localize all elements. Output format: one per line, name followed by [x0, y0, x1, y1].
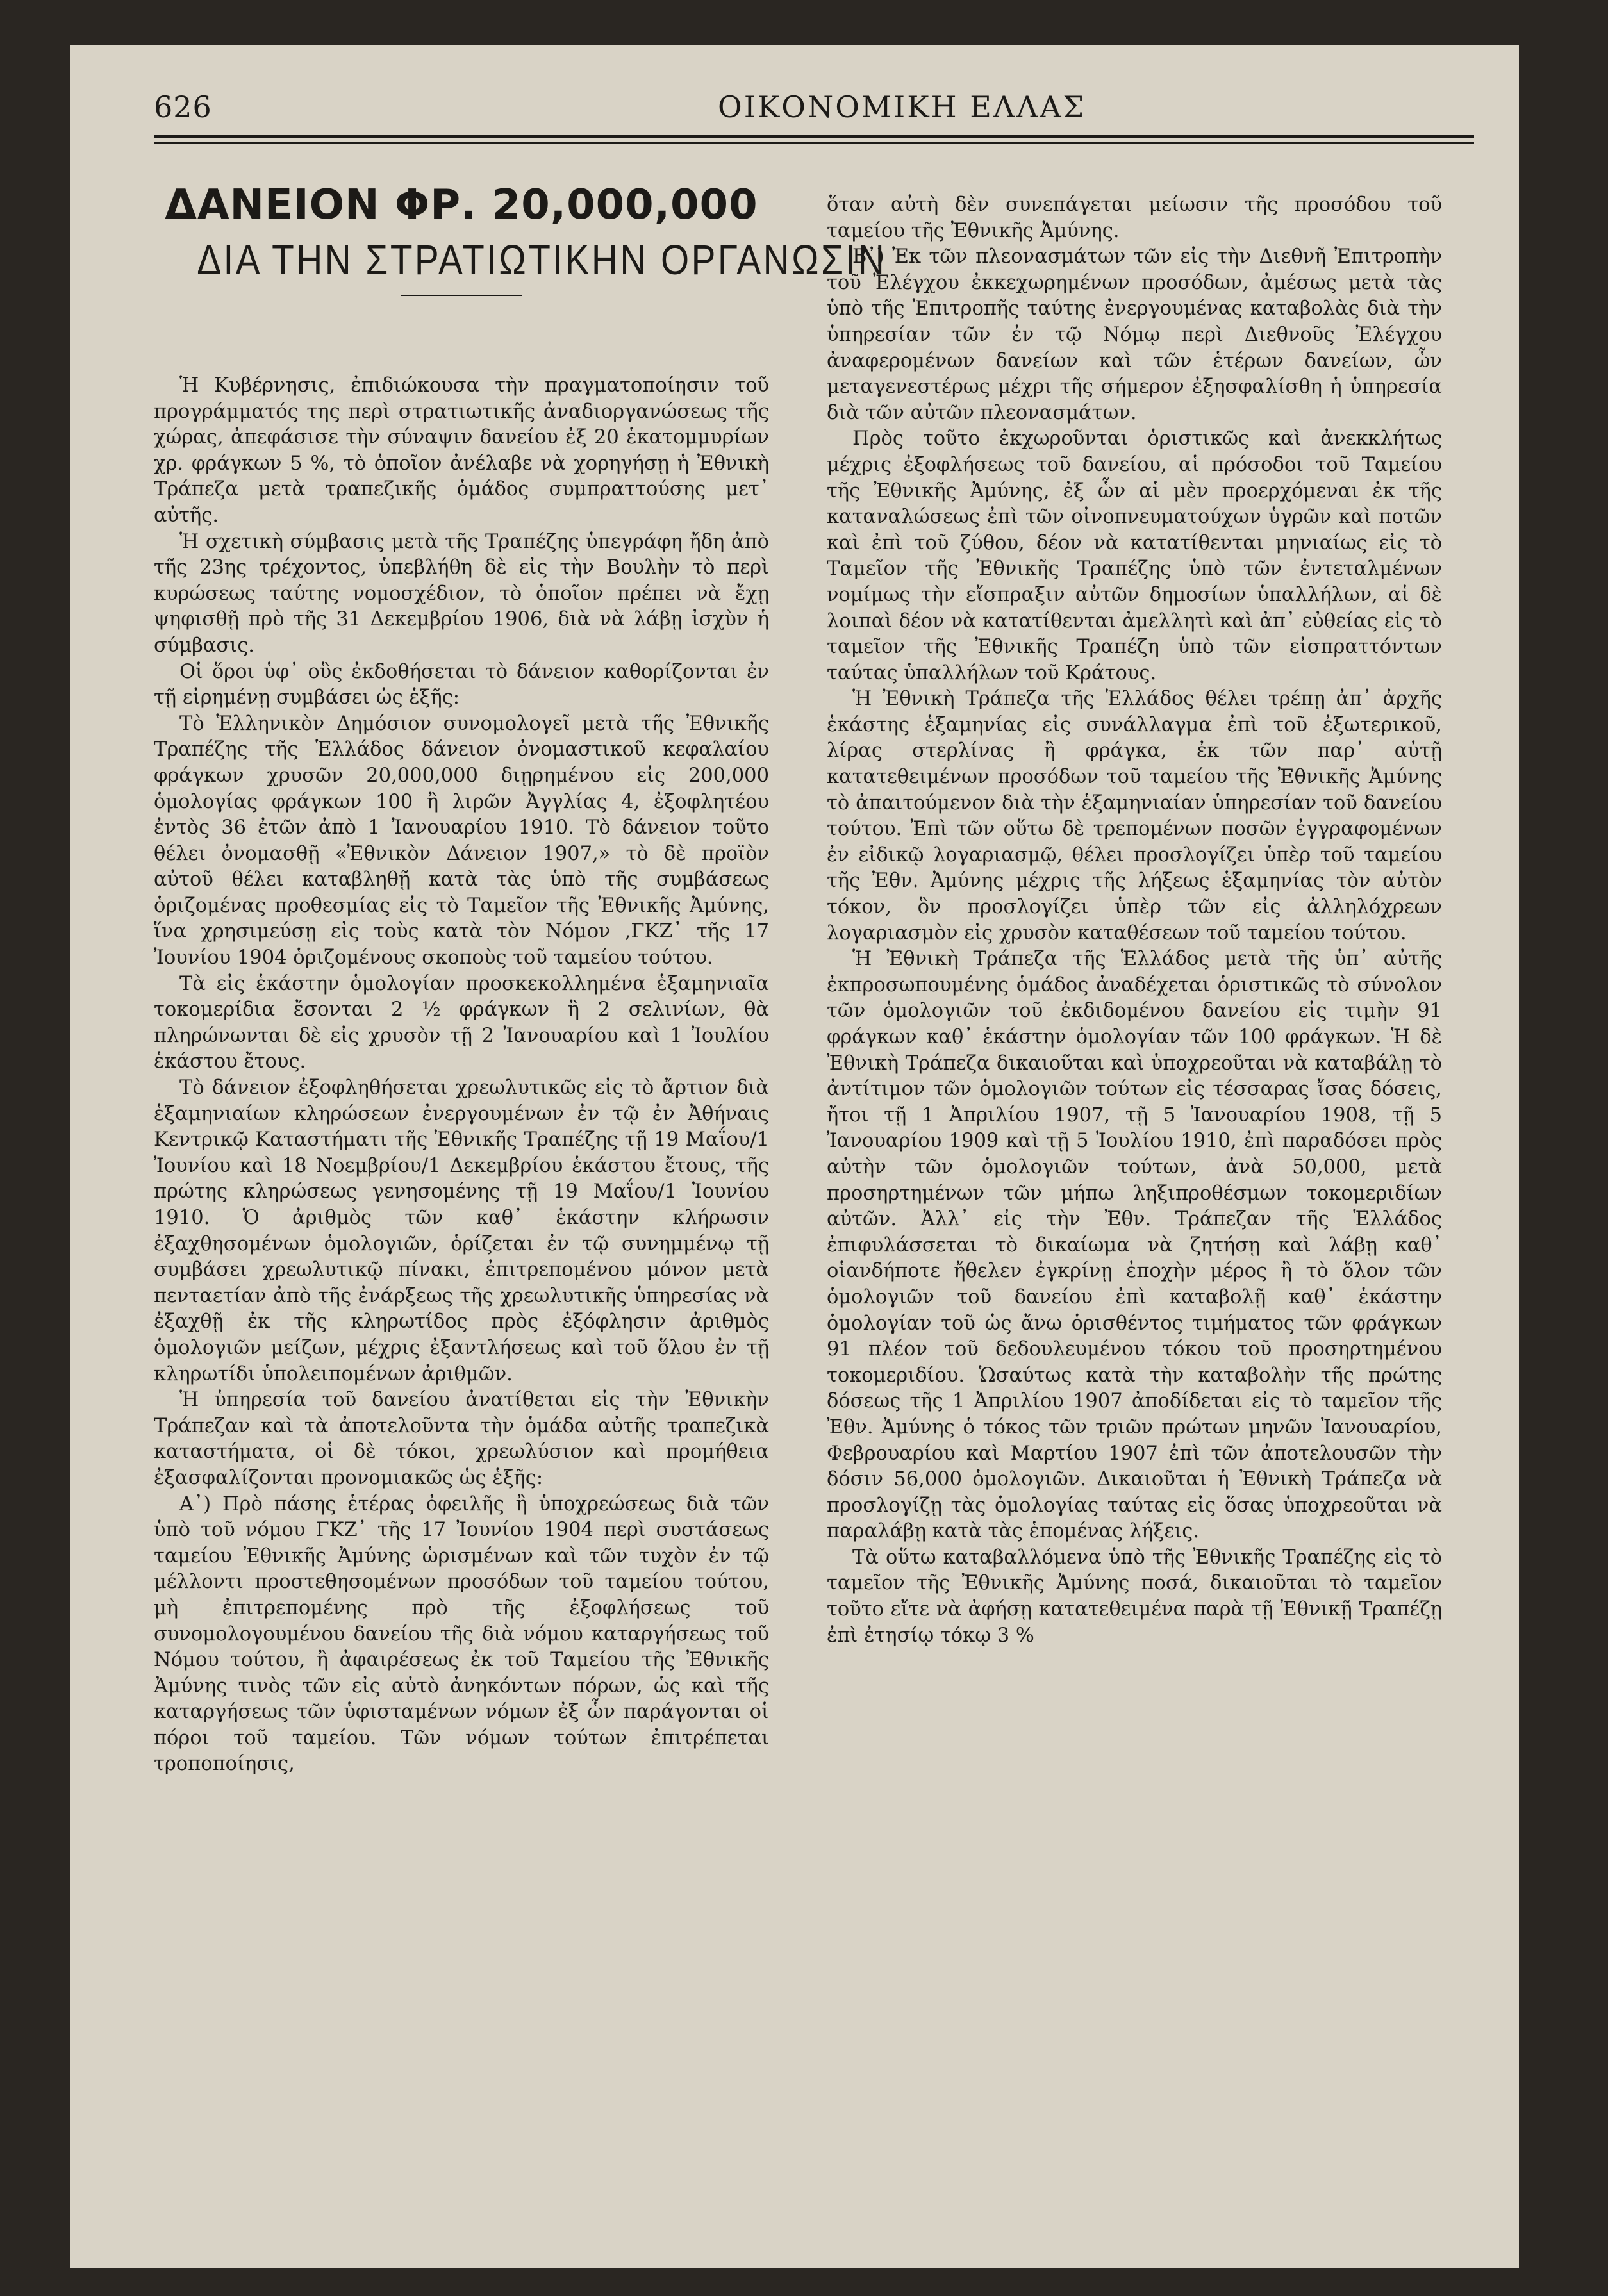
left-column: [154, 231, 887, 1778]
paragraph: Τὰ εἰς ἑκάστην ὁμολογίαν προσκεκολλημένα ἑξαμηνιαῖα τοκομερίδια ἔσονται 2 ½ φράγκων ἢ 2 σελινίων, θὰ πληρώνωνται δὲ εἰς χρυσὸν τῇ 2 Ἰανουαρίου καὶ 1 Ἰουλίου ἑκάστου ἔτους.: [154, 972, 769, 1073]
paragraph: Πρὸς τοῦτο ἐκχωροῦνται ὁριστικῶς καὶ ἀνεκκλήτως μέχρις ἐξοφλήσεως τοῦ δανείου, αἱ πρόσοδοι τοῦ Ταμείου τῆς Ἐθνικῆς Ἀμύνης, ἐξ ὧν αἱ μὲν προερχόμεναι ἐκ τῆς καταναλώσεως ἐπὶ τῶν οἰνοπνευματούχων ὑγρῶν καὶ ποτῶν καὶ ἐπὶ τοῦ ζύθου, δέον νὰ κατατίθενται μηνιαίως εἰς τὸ Ταμεῖον τῆς Ἐθνικῆς Τραπέζης ὑπὸ τῶν ἐντεταλμένων νομίμως τὴν εἴσπραξιν αὐτῶν δημοσίων ὑπαλλήλων, αἱ δὲ λοιπαὶ δέον νὰ κατατίθενται ἀμελλητὶ καὶ ἀπ᾽ εὐθείας εἰς τὸ ταμεῖον τῆς Ἐθνικῆς Τραπέζη ὑπὸ τῶν εἰσπραττόντων ταύτας ὑπαλλήλων τοῦ Κράτους.: [827, 427, 1442, 684]
paragraph: Ἡ Ἐθνικὴ Τράπεζα τῆς Ἑλλάδος μετὰ τῆς ὑπ᾽ αὐτῆς ἐκπροσωπουμένης ὁμάδος ἀναδέχεται ὁριστικῶς τὸ σύνολον τῶν ὁμολογιῶν τοῦ ἐκδιδομένου δανείου εἰς τιμὴν 91 φράγκων καθ᾽ ἑκάστην ὁμολογίαν τῶν 100 φράγκων. Ἡ δὲ Ἐθνικὴ Τράπεζα δικαιοῦται καὶ ὑποχρεοῦται νὰ καταβάλῃ τὸ ἀντίτιμον τῶν ὁμολογιῶν τούτων εἰς τέσσαρας ἴσας δόσεις, ἤτοι τῇ 1 Ἀπριλίου 1907, τῇ 5 Ἰανουαρίου 1908, τῇ 5 Ἰανουαρίου 1909 καὶ τῇ 5 Ἰουλίου 1910, ἐπὶ παραδόσει πρὸς αὐτὴν τῶν ὁμολογιῶν τούτων, ἀνὰ 50,000, μετὰ προσηρτημένων τῶν μήπω ληξιπροθέσμων τοκομεριδίων αὐτῶν. Ἀλλ᾽ εἰς τὴν Ἐθν. Τράπεζαν τῆς Ἑλλάδος ἐπιφυλάσσεται τὸ δικαίωμα νὰ ζητήσῃ καὶ λάβῃ καθ᾽ οἱανδήποτε ἤθελεν ἐγκρίνῃ ἐποχὴν μέρος ἢ τὸ ὅλον τῶν ὁμολογιῶν τοῦ δανείου ἐπὶ καταβολῇ καθ᾽ ἑκάστην ὁμολογίαν τοῦ ὡς ἄνω ὁρισθέντος τιμήματος τῶν φράγκων 91 πλέον τοῦ δεδουλευμένου τόκου τοῦ προσηρτημένου τοκομεριδίου. Ὡσαύτως κατὰ τὴν καταβολὴν τῆς πρώτης δόσεως τῆς 1 Ἀπριλίου 1907 ἀποδίδεται εἰς τὸ ταμεῖον τῆς Ἐθν. Ἀμύνης ὁ τόκος τῶν τριῶν πρώτων μηνῶν Ἰανουαρίου, Φεβρουαρίου καὶ Μαρτίου 1907 ἐπὶ τῶν ἀποτελουσῶν τὴν δόσιν 56,000 ὁμολογιῶν. Δικαιοῦται ἡ Ἐθνικὴ Τράπεζα νὰ προσλογίζῃ τὰς ὁμολογίας ταύτας εἰς ὅσας ὑποχρεοῦται νὰ παραλάβῃ κατὰ τὰς ἑπομένας λήξεις.: [827, 948, 1442, 1543]
paragraph: Τὰ οὕτω καταβαλλόμενα ὑπὸ τῆς Ἐθνικῆς Τραπέζης εἰς τὸ ταμεῖον τῆς Ἐθνικῆς Ἀμύνης ποσά, δικαιοῦται τὸ ταμεῖον τοῦτο εἴτε νὰ ἀφήσῃ κατατεθειμένα παρὰ τῇ Ἐθνικῇ Τραπέζῃ ἐπὶ ἐτησίῳ τόκῳ 3 %: [827, 1546, 1442, 1647]
paragraph: Τὸ Ἑλληνικὸν Δημόσιον συνομολογεῖ μετὰ τῆς Ἐθνικῆς Τραπέζης τῆς Ἑλλάδος δάνειον ὀνομαστικοῦ κεφαλαίου φράγκων χρυσῶν 20,000,000 διῃρημένου εἰς 200,000 ὁμολογίας φράγκων 100 ἢ λιρῶν Ἀγγλίας 4, ἐξοφλητέου ἐντὸς 36 ἐτῶν ἀπὸ 1 Ἰανουαρίου 1910. Τὸ δάνειον τοῦτο θέλει ὀνομασθῇ «Ἐθνικὸν Δάνειον 1907,» τὸ δὲ προϊὸν αὐτοῦ θέλει καταβληθῇ κατὰ τὰς ὑπὸ τῆς συμβάσεως ὁριζομένας προθεσμίας εἰς τὸ Ταμεῖον τῆς Ἐθνικῆς Ἀμύνης, ἵνα χρησιμεύσῃ εἰς τοὺς κατὰ τὸν Νόμον ,ΓΚΖ᾽ τῆς 17 Ἰουνίου 1904 ὁριζομένους σκοποὺς τοῦ ταμείου τούτου.: [154, 712, 769, 970]
paragraph: Τὸ δάνειον ἐξοφληθήσεται χρεωλυτικῶς εἰς τὸ ἄρτιον διὰ ἑξαμηνιαίων κληρώσεων ἐνεργουμένων ἐν τῷ ἐν Ἀθήναις Κεντρικῷ Καταστήματι τῆς Ἐθνικῆς Τραπέζης τῇ 19 Μαΐου/1 Ἰουνίου καὶ 18 Νοεμβρίου/1 Δεκεμβρίου ἑκάστου ἔτους, τῆς πρώτης κληρώσεως γενησομένης τῇ 19 Μαΐου/1 Ἰουνίου 1910. Ὁ ἀριθμὸς τῶν καθ᾽ ἑκάστην κλήρωσιν ἐξαχθησομένων ὁμολογιῶν, ὁρίζεται ἐν τῷ συνημμένῳ τῇ συμβάσει χρεωλυτικῷ πίνακι, ἐπιτρεπομένου μόνον μετὰ πενταετίαν ἀπὸ τῆς ἐνάρξεως τῆς χρεωλυτικῆς ὑπηρεσίας νὰ ἐξαχθῇ ἐκ τῆς κληρωτίδος πρὸς ἐξόφλησιν ἀριθμὸς ὁμολογιῶν μείζων, μέχρις ἐξαντλήσεως καὶ τοῦ ὅλου ἐν τῇ κληρωτίδι ὑπολειπομένων ἀριθμῶν.: [154, 1077, 769, 1385]
page-header: [154, 90, 1474, 141]
right-column: [827, 192, 1442, 1649]
paragraph: Β᾽) Ἐκ τῶν πλεονασμάτων τῶν εἰς τὴν Διεθνῆ Ἐπιτροπὴν τοῦ Ἐλέγχου ἐκκεχωρημένων προσόδων, ἀμέσως μετὰ τὰς ὑπὸ τῆς Ἐπιτροπῆς ταύτης ἐνεργουμένας καταβολὰς διὰ τὴν ὑπηρεσίαν τῶν ἐν τῷ Νόμῳ περὶ Διεθνοῦς Ἐλέγχου ἀναφερομένων δανείων καὶ τῶν ἑτέρων δανείων, ὧν μεταγενεστέρως μέχρι τῆς σήμερον ἐξησφαλίσθη ἡ ὑπηρεσία διὰ τῶν αὐτῶν πλεονασμάτων.: [827, 245, 1442, 424]
header-rule-thin: [154, 142, 1474, 144]
running-title: ΟΙΚΟΝΟΜΙΚΗ ΕΛΛΑΣ: [718, 90, 1086, 124]
paragraph: Οἱ ὅροι ὑφ᾽ οὓς ἐκδοθήσεται τὸ δάνειον καθορίζονται ἐν τῇ εἰρημένῃ συμβάσει ὡς ἑξῆς:: [154, 660, 769, 709]
page-number: 626: [154, 90, 212, 124]
paragraph: Ἡ Κυβέρνησις, ἐπιδιώκουσα τὴν πραγματοποίησιν τοῦ προγράμματός της περὶ στρατιωτικῆς ἀναδιοργανώσεως τῆς χώρας, ἀπεφάσισε τὴν σύναψιν δανείου ἐξ 20 ἑκατομμυρίων χρ. φράγκων 5 %, τὸ ὁποῖον ἀνέλαβε νὰ χορηγήσῃ ἡ Ἐθνικὴ Τράπεζα μετὰ τραπεζικῆς ὁμάδος συμπραττούσης μετ᾽ αὐτῆς.: [154, 374, 769, 527]
paragraph: Ἡ Ἐθνικὴ Τράπεζα τῆς Ἑλλάδος θέλει τρέπῃ ἀπ᾽ ἀρχῆς ἑκάστης ἑξαμηνίας εἰς συνάλλαγμα ἐπὶ τοῦ ἐξωτερικοῦ, λίρας στερλίνας ἢ φράγκα, ἐκ τῶν παρ᾽ αὐτῇ κατατεθειμένων προσόδων τοῦ ταμείου τῆς Ἐθνικῆς Ἀμύνης τὸ ἀπαιτούμενον διὰ τὴν ἑξαμηνιαίαν ὑπηρεσίαν τοῦ δανείου τούτου. Ἐπὶ τῶν οὕτω δὲ τρεπομένων ποσῶν ἐγγραφομένων ἐν εἰδικῷ λογαριασμῷ, θέλει προσλογίζει ὑπὲρ τοῦ ταμείου τῆς Ἐθν. Ἀμύνης μέχρις τῆς λήξεως ἑξαμηνίας τὸν αὐτὸν τόκον, ὃν προσλογίζει ὑπὲρ τῶν εἰς ἀλληλόχρεων λογαριασμὸν εἰς χρυσὸν καταθέσεων τοῦ ταμείου τούτου.: [827, 688, 1442, 945]
paragraph: Α᾽) Πρὸ πάσης ἑτέρας ὀφειλῆς ἢ ὑποχρεώσεως διὰ τῶν ὑπὸ τοῦ νόμου ΓΚΖ᾽ τῆς 17 Ἰουνίου 1904 περὶ συστάσεως ταμείου Ἐθνικῆς Ἀμύνης ὡρισμένων καὶ τῶν τυχὸν ἐν τῷ μέλλοντι προστεθησομένων προσόδων τοῦ ταμείου τούτου, μὴ ἐπιτρεπομένης πρὸ τῆς ἐξοφλήσεως τοῦ συνομολογουμένου δανείου τῆς διὰ νόμου καταργήσεως τοῦ Νόμου τούτου, ἢ ἀφαιρέσεως ἐκ τοῦ Ταμείου τῆς Ἐθνικῆς Ἀμύνης τινὸς τῶν εἰς αὐτὸ ἀνηκόντων πόρων, ὡς καὶ τῆς καταργήσεως τῶν ὑφισταμένων νόμων ἐξ ὧν παράγονται οἱ πόροι τοῦ ταμείου. Τῶν νόμων τούτων ἐπιτρέπεται τροποποίησις,: [154, 1492, 769, 1776]
journal-page: [70, 45, 1519, 2268]
article-subtitle: ΔΙΑ ΤΗΝ ΣΤΡΑΤΙΩΤΙΚΗΝ ΟΡΓΑΝΩΣΙΝ: [197, 236, 887, 283]
paragraph: Ἡ σχετικὴ σύμβασις μετὰ τῆς Τραπέζης ὑπεγράφη ἤδη ἀπὸ τῆς 23ης τρέχοντος, ὑπεβλήθη δὲ εἰς τὴν Βουλὴν τὸ περὶ κυρώσεως ταύτης νομοσχέδιον, τὸ ὁποῖον πρέπει νὰ ἔχῃ ψηφισθῇ πρὸ τῆς 31 Δεκεμβρίου 1906, διὰ νὰ λάβῃ ἰσχὺν ἡ σύμβασις.: [154, 530, 769, 657]
paragraph: Ἡ ὑπηρεσία τοῦ δανείου ἀνατίθεται εἰς τὴν Ἐθνικὴν Τράπεζαν καὶ τὰ ἀποτελοῦντα τὴν ὁμάδα αὐτῆς τραπεζικὰ καταστήματα, οἱ δὲ τόκοι, χρεωλύσιον καὶ προμήθεια ἐξασφαλίζονται προνομιακῶς ὡς ἑξῆς:: [154, 1389, 769, 1489]
paragraph: ὅταν αὐτὴ δὲν συνεπάγεται μείωσιν τῆς προσόδου τοῦ ταμείου τῆς Ἐθνικῆς Ἀμύνης.: [827, 194, 1442, 242]
header-rule: [154, 135, 1474, 138]
article-title: ΔΑΝΕΙΟΝ ΦΡ. 20,000,000: [165, 181, 758, 229]
